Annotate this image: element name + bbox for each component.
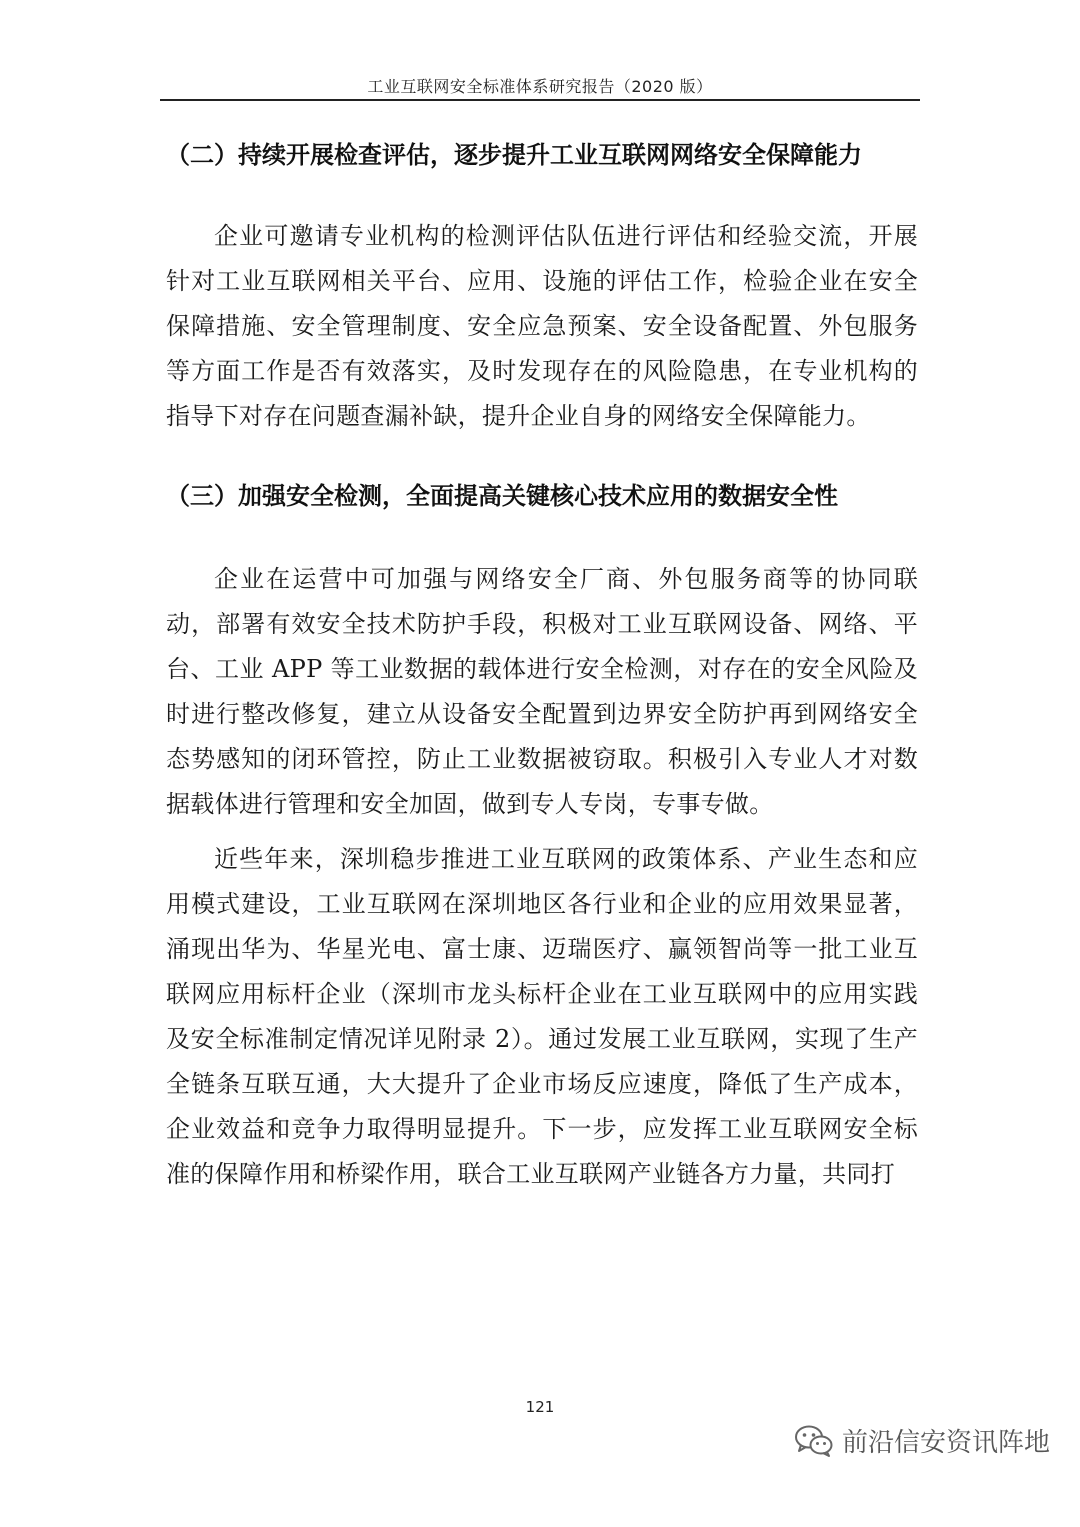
page-number: 121	[525, 1398, 555, 1416]
running-header: 工业互联网安全标准体系研究报告（2020 版）	[367, 77, 713, 96]
paragraph: 企业在运营中可加强与网络安全厂商、外包服务商等的协同联动，部署有效安全技术防护手段，积极对工业互联网设备、网络、平台、工业 APP 等工业数据的载体进行安全检测，对存在的安全风险及时进行整改修复，建立从设备安全配置到边界安全防护再到网络安全态势感知的闭环管控，防止工业数据被窃取。积极引入专业人才对数据载体进行管理和安全加固，做到专人专岗，专事专做。	[166, 565, 918, 818]
paragraph: 企业可邀请专业机构的检测评估队伍进行评估和经验交流，开展针对工业互联网相关平台、应用、设施的评估工作，检验企业在安全保障措施、安全管理制度、安全应急预案、安全设备配置、外包服务等方面工作是否有效落实，及时发现存在的风险隐患，在专业机构的指导下对存在问题查漏补缺，提升企业自身的网络安全保障能力。	[166, 222, 918, 430]
page-body	[166, 128, 918, 1197]
section-heading-2: （二）持续开展检查评估，逐步提升工业互联网网络安全保障能力	[166, 141, 862, 169]
header-rule	[160, 99, 920, 101]
watermark	[794, 1422, 1050, 1459]
paragraph: 近些年来，深圳稳步推进工业互联网的政策体系、产业生态和应用模式建设，工业互联网在深圳地区各行业和企业的应用效果显著，涌现出华为、华星光电、富士康、迈瑞医疗、赢领智尚等一批工业互联网应用标杆企业（深圳市龙头标杆企业在工业互联网中的应用实践及安全标准制定情况详见附录 2）。通过发展工业互联网，实现了生产全链条互联互通，大大提升了企业市场反应速度，降低了生产成本，企业效益和竞争力取得明显提升。下一步，应发挥工业互联网安全标准的保障作用和桥梁作用，联合工业互联网产业链各方力量，共同打	[166, 845, 918, 1188]
section-heading-3: （三）加强安全检测，全面提高关键核心技术应用的数据安全性	[166, 482, 838, 510]
wechat-icon	[794, 1424, 834, 1458]
watermark-text: 前沿信安资讯阵地	[841, 1428, 1050, 1458]
